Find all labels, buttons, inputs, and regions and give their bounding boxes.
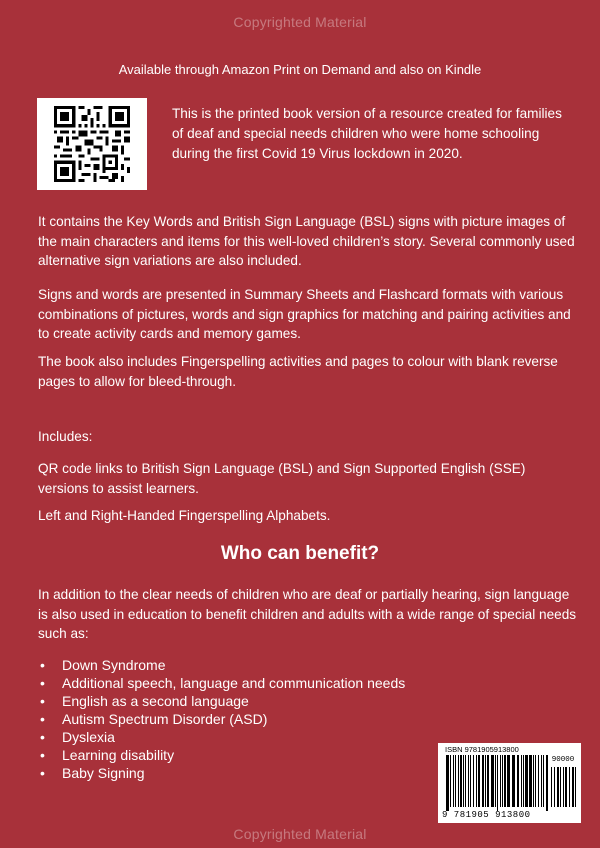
barcode-bar (563, 767, 564, 807)
barcode-bar (453, 755, 454, 807)
list-item: • Autism Spectrum Disorder (ASD) (38, 710, 438, 728)
includes-item-qr: QR code links to British Sign Language (BSL) and Sign Supported English (SSE) versions to assist learners. (38, 461, 526, 496)
qr-code-icon[interactable] (37, 98, 147, 190)
barcode-bar (551, 767, 552, 807)
isbn-barcode (438, 743, 581, 823)
barcode-bar (507, 755, 510, 807)
barcode-addon-bars-icon (551, 767, 577, 811)
barcode-bar (575, 767, 576, 807)
barcode-bar (470, 755, 471, 807)
benefit-heading: Who can benefit? (220, 543, 380, 564)
qr-code-graphic (54, 106, 130, 182)
barcode-bar (463, 755, 464, 807)
barcode-bar (468, 755, 469, 807)
barcode-bar (460, 755, 462, 807)
barcode-bar (465, 755, 466, 807)
barcode-bar (504, 755, 506, 807)
availability-note: Available through Amazon Print on Demand and also on Kindle (118, 62, 482, 77)
barcode-bar (446, 755, 449, 811)
intro-paragraph: This is the printed book version of a resource created for families of deaf and special needs children who were home schooling during the first Covid 19 Virus lockdown in 2020. (172, 106, 562, 161)
barcode-bar (572, 767, 574, 807)
barcode-bar (554, 767, 555, 807)
formats-paragraph: Signs and words are presented in Summary Sheets and Flashcard formats with various combinations of pictures, words and sign graphics for matching and pairing activities and to create activity cards and memory games. (38, 287, 571, 341)
barcode-bar (495, 755, 496, 807)
barcode-bar (543, 755, 544, 807)
barcode-bar (491, 755, 494, 807)
list-item: • Down Syndrome (38, 656, 438, 674)
barcode-bar (538, 755, 539, 807)
includes-label: Includes: (38, 429, 93, 444)
barcode-bar (529, 755, 532, 807)
contents-paragraph: It contains the Key Words and British Sign Language (BSL) signs with picture images of the main characters and items for this well-loved children’s story. Several commonly used alternative sign variations are also included. (38, 214, 575, 268)
barcode-bar (565, 767, 567, 807)
barcode-addon-digits: 90000 (551, 756, 575, 764)
barcode-bar (497, 755, 498, 811)
barcode-bar (473, 755, 474, 807)
barcode-bar (521, 755, 522, 807)
barcode-bar (517, 755, 519, 807)
barcode-bar (546, 755, 548, 811)
barcode-bar (500, 755, 501, 807)
isbn-label: ISBN 9781905913800 (445, 745, 519, 754)
list-item: • Dyslexia (38, 728, 438, 746)
list-item: • Baby Signing (38, 764, 438, 782)
barcode-bar (569, 767, 570, 807)
benefit-paragraph: In addition to the clear needs of children who are deaf or partially hearing, sign language is also used in education to benefit children and adults with a wide range of special needs such as: (38, 587, 577, 641)
barcode-bar (476, 755, 477, 807)
barcode-bar (458, 755, 459, 807)
barcode-bar (523, 755, 524, 807)
list-item: • English as a second language (38, 692, 438, 710)
barcode-bar (487, 755, 489, 807)
barcode-bar (485, 755, 486, 807)
barcode-bar (478, 755, 480, 807)
barcode-bar (525, 755, 528, 807)
barcode-bar (560, 767, 561, 807)
barcode-bar (502, 755, 503, 807)
fingerspelling-paragraph: The book also includes Fingerspelling activities and pages to colour with blank reverse pages to allow for bleed-through. (38, 354, 558, 389)
barcode-bar (450, 755, 451, 807)
barcode-bar (557, 767, 559, 807)
barcode-bar (482, 755, 484, 807)
list-item: • Learning disability (38, 746, 438, 764)
watermark-top: Copyrighted Material (233, 14, 367, 30)
watermark-bottom: Copyrighted Material (233, 826, 367, 842)
benefit-list (38, 656, 438, 782)
list-item: • Additional speech, language and communication needs (38, 674, 438, 692)
barcode-bar (512, 755, 515, 807)
barcode-bars-icon (446, 755, 548, 811)
barcode-bar (533, 755, 534, 807)
barcode-bar (535, 755, 536, 807)
includes-item-alphabets: Left and Right-Handed Fingerspelling Alphabets. (38, 508, 331, 523)
barcode-bar (455, 755, 456, 807)
barcode-bar (541, 755, 542, 807)
barcode-digits: 9 781905 913800 (442, 810, 531, 820)
